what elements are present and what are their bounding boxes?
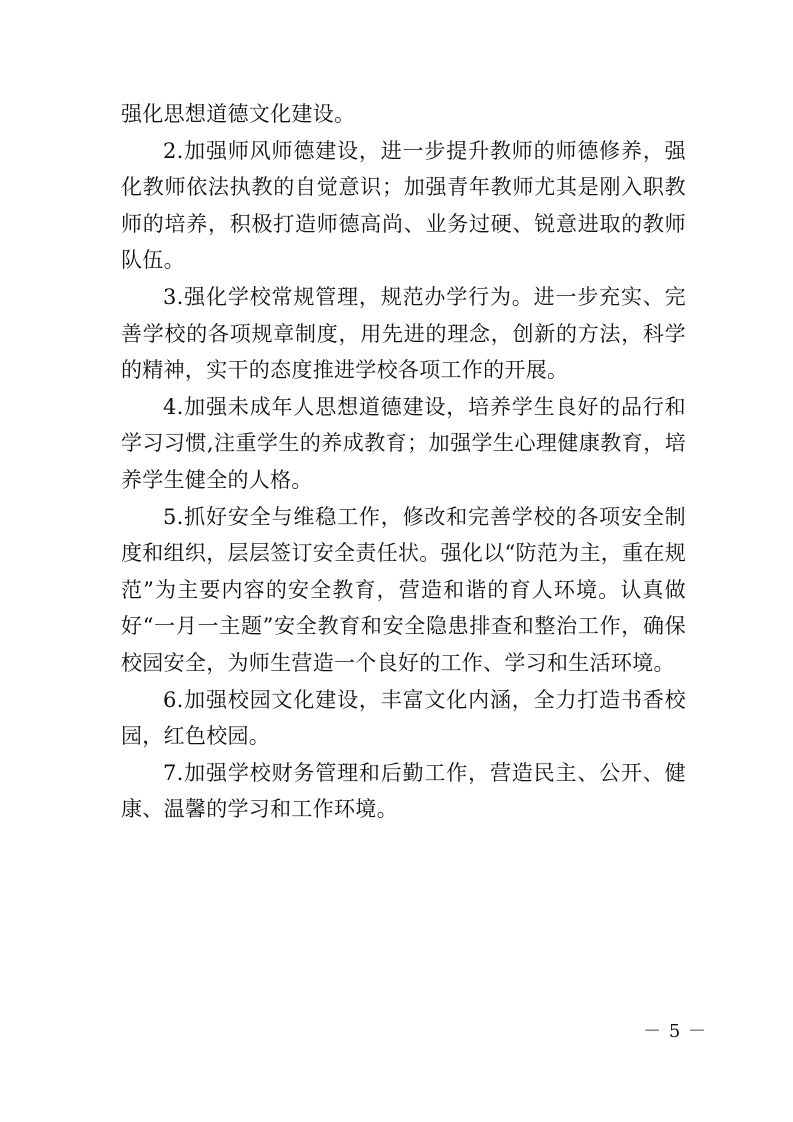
paragraph-item-3: 3.强化学校常规管理，规范办学行为。进一步充实、完善学校的各项规章制度，用先进的理念，创新的方法，科学的精神，实干的态度推进学校各项工作的开展。 bbox=[121, 284, 686, 383]
paragraph-item-2: 2.加强师风师德建设，进一步提升教师的师德修养，强化教师依法执教的自觉意识；加强青年教师尤其是刚入职教师的培养，积极打造师德高尚、业务过硬、锐意进取的教师队伍。 bbox=[121, 138, 686, 273]
paragraph-item-7: 7.加强学校财务管理和后勤工作，营造民主、公开、健康、温馨的学习和工作环境。 bbox=[121, 760, 686, 822]
document-body bbox=[121, 96, 686, 828]
page-number: － 5 － bbox=[643, 1021, 707, 1042]
paragraph-item-4: 4.加强未成年人思想道德建设，培养学生良好的品行和学习习惯,注重学生的养成教育；加强学生心理健康教育，培养学生健全的人格。 bbox=[121, 394, 686, 492]
paragraph-item-6: 6.加强校园文化建设，丰富文化内涵，全力打造书香校园，红色校园。 bbox=[121, 687, 686, 749]
paragraph-continuation: 强化思想道德文化建设。 bbox=[121, 102, 356, 126]
paragraph-item-5: 5.抓好安全与维稳工作，修改和完善学校的各项安全制度和组织，层层签订安全责任状。强化以“防范为主，重在规范”为主要内容的安全教育，营造和谐的育人环境。认真做好“一月一主题”安全教育和安全隐患排查和整治工作，确保校园安全，为师生营造一个良好的工作、学习和生活环境。 bbox=[121, 504, 686, 675]
